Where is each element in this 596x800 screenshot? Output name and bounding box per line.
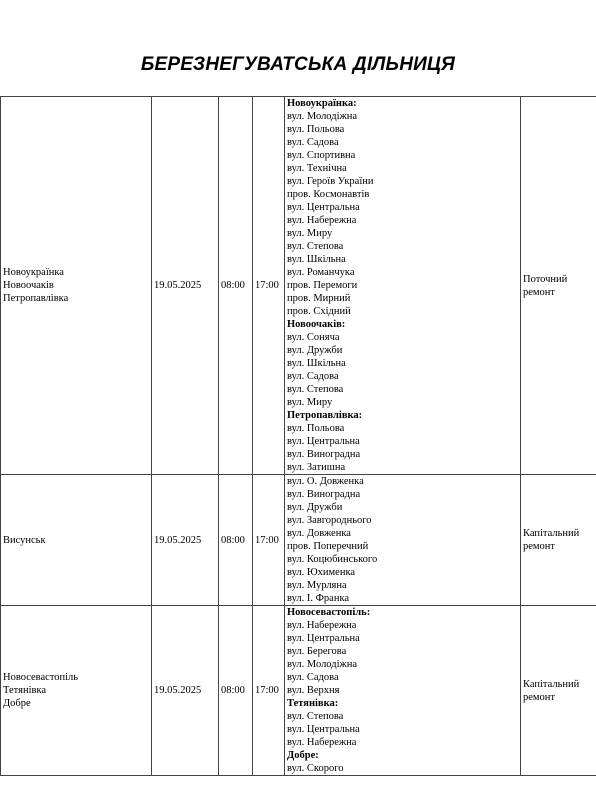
street-name: вул. Центральна xyxy=(287,724,360,735)
table-row xyxy=(1,606,596,776)
table-row xyxy=(1,475,596,606)
streets-cell xyxy=(285,97,521,475)
settlements-cell xyxy=(1,475,152,606)
street-name: вул. Набережна xyxy=(287,620,357,631)
street-name: вул. Героїв України xyxy=(287,176,374,187)
street-name: вул. О. Довженка xyxy=(287,476,364,487)
street-name: вул. Соняча xyxy=(287,332,340,343)
work-type-text: ремонт xyxy=(523,286,556,298)
street-name: вул. Польова xyxy=(287,124,345,135)
outage-schedule-table xyxy=(0,96,596,776)
street-name: вул. Садова xyxy=(287,137,339,148)
start-time-cell: 08:00 xyxy=(219,97,253,475)
street-name: вул. Коцюбинського xyxy=(287,554,378,565)
street-name: вул. Молодіжна xyxy=(287,659,358,670)
date-cell: 19.05.2025 xyxy=(152,97,219,475)
street-name: вул. Дружби xyxy=(287,502,343,513)
page-title: БЕРЕЗНЕГУВАТСЬКА ДІЛЬНИЦЯ xyxy=(140,54,456,75)
work-type-text: Капітальний xyxy=(523,678,580,690)
table-row xyxy=(1,97,596,475)
street-name: вул. Романчука xyxy=(287,267,355,278)
street-name: пров. Космонавтів xyxy=(287,189,370,200)
end-time-cell: 17:00 xyxy=(253,606,285,776)
settlement-name: Тетянівка xyxy=(3,685,47,696)
work-type-text: Поточний xyxy=(523,273,568,285)
street-name: вул. Степова xyxy=(287,241,344,252)
street-name: вул. Скорого xyxy=(287,763,344,774)
date-cell: 19.05.2025 xyxy=(152,606,219,776)
settlements-cell xyxy=(1,606,152,776)
street-name: вул. Затишна xyxy=(287,462,346,473)
street-name: вул. Шкільна xyxy=(287,254,346,265)
street-name: вул. Молодіжна xyxy=(287,111,358,122)
work-type-cell xyxy=(521,97,596,475)
work-type-cell xyxy=(521,475,596,606)
street-name: вул. Спортивна xyxy=(287,150,356,161)
street-name: вул. Миру xyxy=(287,397,333,408)
settlement-name: Новоочаків xyxy=(3,280,54,291)
street-name: вул. Верхня xyxy=(287,685,340,696)
street-name: вул. Степова xyxy=(287,711,344,722)
street-name: вул. Степова xyxy=(287,384,344,395)
street-name: вул. Набережна xyxy=(287,737,357,748)
settlement-name: Добре xyxy=(3,698,31,709)
settlement-heading: Тетянівка: xyxy=(287,698,339,709)
settlement-heading: Новоукраїнка: xyxy=(287,98,357,109)
settlement-name: Петропавлівка xyxy=(3,293,69,304)
table-body xyxy=(1,97,596,776)
work-type-text: Капітальний xyxy=(523,528,580,539)
streets-cell xyxy=(285,606,521,776)
street-name: вул. Дружби xyxy=(287,345,343,356)
settlement-name: Новоукраїнка xyxy=(3,267,64,278)
street-name: вул. Юхименка xyxy=(287,567,356,578)
work-type-text: ремонт xyxy=(523,691,556,703)
street-name: вул. Мурляна xyxy=(287,580,347,591)
street-name: пров. Східний xyxy=(287,306,351,317)
settlement-heading: Петропавлівка: xyxy=(287,410,363,421)
settlement-name: Новосевастопіль xyxy=(3,672,79,683)
work-type-cell xyxy=(521,606,596,776)
street-name: вул. Польова xyxy=(287,423,345,434)
street-name: вул. Берегова xyxy=(287,646,347,657)
street-name: вул. І. Франка xyxy=(287,593,350,604)
settlement-heading: Добре: xyxy=(287,750,319,761)
street-name: пров. Поперечний xyxy=(287,541,369,552)
street-name: пров. Перемоги xyxy=(287,280,358,291)
street-name: пров. Мирний xyxy=(287,293,351,304)
street-name: вул. Набережна xyxy=(287,215,357,226)
street-name: вул. Садова xyxy=(287,371,339,382)
street-name: вул. Центральна xyxy=(287,633,360,644)
street-name: вул. Миру xyxy=(287,228,333,239)
street-name: вул. Виноградна xyxy=(287,489,361,500)
street-name: вул. Садова xyxy=(287,672,339,683)
start-time-cell: 08:00 xyxy=(219,475,253,606)
settlement-heading: Новоочаків: xyxy=(287,319,346,330)
street-name: вул. Завгороднього xyxy=(287,515,372,526)
street-name: вул. Шкільна xyxy=(287,358,346,369)
work-type-text: ремонт xyxy=(523,541,556,552)
start-time-cell: 08:00 xyxy=(219,606,253,776)
street-name: вул. Довженка xyxy=(287,528,351,539)
settlement-name: Висунськ xyxy=(3,534,46,546)
settlements-cell xyxy=(1,97,152,475)
street-name: вул. Центральна xyxy=(287,436,360,447)
end-time-cell: 17:00 xyxy=(253,97,285,475)
settlement-heading: Новосевастопіль: xyxy=(287,607,371,618)
end-time-cell: 17:00 xyxy=(253,475,285,606)
streets-cell xyxy=(285,475,521,606)
street-name: вул. Центральна xyxy=(287,202,360,213)
street-name: вул. Технічна xyxy=(287,163,347,174)
date-cell: 19.05.2025 xyxy=(152,475,219,606)
street-name: вул. Виноградна xyxy=(287,449,361,460)
